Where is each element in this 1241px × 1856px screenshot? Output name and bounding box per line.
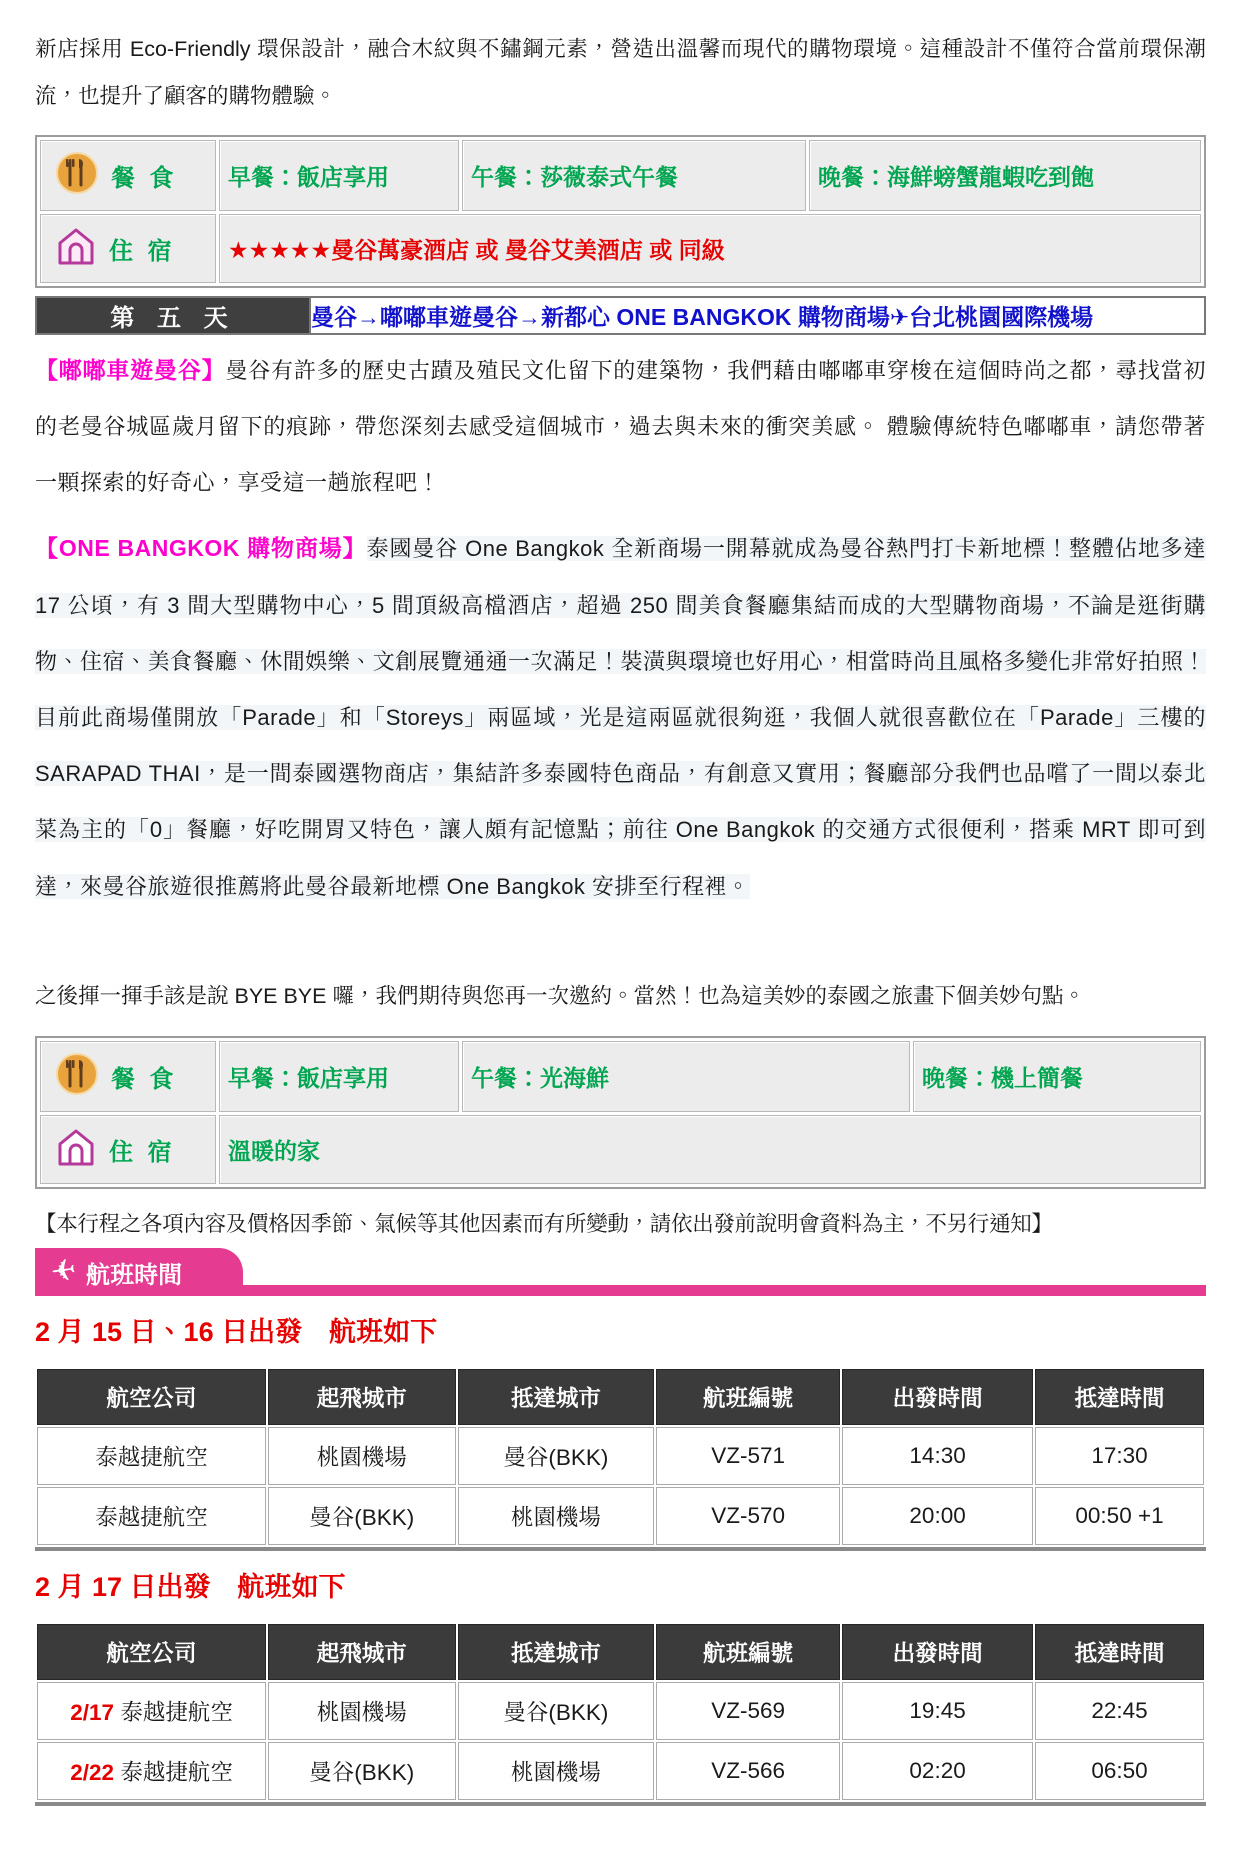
breakfast-text: 早餐：飯店享用 [228,163,389,190]
onebangkok-body: 泰國曼谷 One Bangkok 全新商場一開幕就成為曼谷熱門打卡新地標！整體佔地多達 17 公頃，有 3 間大型購物中心，5 間頂級高檔酒店，超過 250 間美食餐廳集結而成的大型購物商場，不論是逛街購物、住宿、美食餐廳、休閒娛樂、文創展覽通通一次滿足！裝潢與環境也好用心，相當時尚且風格多變化非常好拍照！ 目前此商場僅開放「Parade」和「Storeys」兩區域，光是這兩區就很夠逛，我個人就很喜歡位在「Parade」三樓的 SARAPAD THAI，是一間泰國選物商店，集結許多泰國特色商品，有創意又實用；餐廳部分我們也品嚐了一間以泰北菜為主的「0」餐廳，好吃開胃又特色，讓人頗有記憶點；前往 One Bangkok 的交通方式很便利，搭乘 MRT 即可到達，來曼谷旅遊很推薦將此曼谷最新地標 One Bangkok 安排至行程裡。 [35,536,1206,899]
meal-stay-table-day5 [35,135,1206,288]
flight-airline: 泰越捷航空 [120,1700,233,1726]
onebangkok-paragraph [35,519,1206,914]
col-arrival-time: 抵達時間 [1035,1624,1204,1680]
tuktuk-paragraph [35,341,1206,512]
meal-row [40,140,1201,211]
col-flight-number: 航班編號 [656,1369,840,1425]
meal-stay-table-final [35,1036,1206,1189]
flight-row: 泰越捷航空 桃園機場 曼谷(BKK) VZ-571 14:30 17:30 [37,1427,1204,1485]
col-departure-city: 起飛城市 [268,1624,455,1680]
stay-label: 住 宿 [109,237,176,265]
tuktuk-body: 曼谷有許多的歷史古蹟及殖民文化留下的建築物，我們藉由嘟嘟車穿梭在這個時尚之都，尋找當初的老曼谷城區歲月留下的痕跡，帶您深刻去感受這個城市，過去與未來的衝突美感。 體驗傳統特色嘟嘟車，請您帶著一顆探索的好奇心，享受這一趟旅程吧！ [35,357,1206,496]
stay-text: 溫暖的家 [228,1138,320,1165]
dinner-text: 晚餐：機上簡餐 [922,1065,1083,1092]
flight-row: 泰越捷航空 曼谷(BKK) 桃園機場 VZ-570 20:00 00:50 +1 [37,1487,1204,1545]
flight-date: 2/17 [70,1700,115,1726]
tuktuk-title: 【嘟嘟車遊曼谷】 [35,356,226,383]
fork-knife-icon [55,1052,99,1101]
flight-header-row [37,1624,1204,1680]
col-departure-city: 起飛城市 [268,1369,455,1425]
meal-row [40,1041,1201,1112]
airplane-icon: ✈ [48,1252,79,1291]
flight-heading-feb15-16: 2 月 15 日、16 日出發 航班如下 [35,1317,438,1348]
flight-table-feb17 [35,1622,1206,1806]
notice-text: 【本行程之各項內容及價格因季節、氣候等其他因素而有所變動，請依出發前說明會資料為主，不另行通知】 [35,1212,1053,1237]
flight-date: 2/22 [70,1760,115,1786]
day5-header [35,296,1206,335]
col-airline: 航空公司 [37,1624,266,1680]
banner-tab [35,1248,243,1296]
flight-table-feb15-16 [35,1367,1206,1551]
meal-label: 餐 食 [111,1066,178,1094]
col-airline: 航空公司 [37,1369,266,1425]
stay-row [40,1115,1201,1184]
house-icon [55,1126,97,1173]
lunch-text: 午餐：光海鮮 [471,1065,609,1092]
flight-heading-feb17: 2 月 17 日出發 航班如下 [35,1572,346,1603]
meal-label: 餐 食 [111,164,178,192]
dinner-text: 晚餐：海鮮螃蟹龍蝦吃到飽 [818,163,1094,190]
farewell-paragraph: 之後揮一揮手該是說 BYE BYE 囉，我們期待與您再一次邀約。當然！也為這美妙的泰國之旅畫下個美妙句點。 [35,983,1085,1008]
flight-time-banner [35,1248,1206,1296]
day-number-box: 第 五 天 [36,297,310,334]
col-departure-time: 出發時間 [842,1624,1033,1680]
stay-label: 住 宿 [109,1139,176,1167]
flight-header-row [37,1369,1204,1425]
col-arrival-city: 抵達城市 [458,1369,655,1425]
banner-label: 航班時間 [86,1261,183,1289]
onebangkok-title: 【ONE BANGKOK 購物商場】 [35,535,367,562]
fork-knife-icon [55,151,99,200]
lunch-text: 午餐：莎薇泰式午餐 [471,163,678,190]
col-flight-number: 航班編號 [656,1624,840,1680]
intro-paragraph: 新店採用 Eco-Friendly 環保設計，融合木紋與不鏽鋼元素，營造出溫馨而現代的購物環境。這種設計不僅符合當前環保潮流，也提升了顧客的購物體驗。 [35,37,1206,109]
hotel-text: ★★★★★曼谷萬豪酒店 或 曼谷艾美酒店 或 同級 [228,236,725,263]
col-departure-time: 出發時間 [842,1369,1033,1425]
flight-row: 2/17 泰越捷航空 桃園機場 曼谷(BKK) VZ-569 19:45 22:45 [37,1682,1204,1740]
breakfast-text: 早餐：飯店享用 [228,1065,389,1092]
stay-row [40,214,1201,283]
day-route: 曼谷→嘟嘟車遊曼谷→新都心 ONE BANGKOK 購物商場✈台北桃園國際機場 [310,297,1205,334]
flight-row: 2/22 泰越捷航空 曼谷(BKK) 桃園機場 VZ-566 02:20 06:50 [37,1742,1204,1800]
house-icon [55,225,97,272]
col-arrival-time: 抵達時間 [1035,1369,1204,1425]
flight-airline: 泰越捷航空 [120,1760,233,1786]
col-arrival-city: 抵達城市 [458,1624,655,1680]
